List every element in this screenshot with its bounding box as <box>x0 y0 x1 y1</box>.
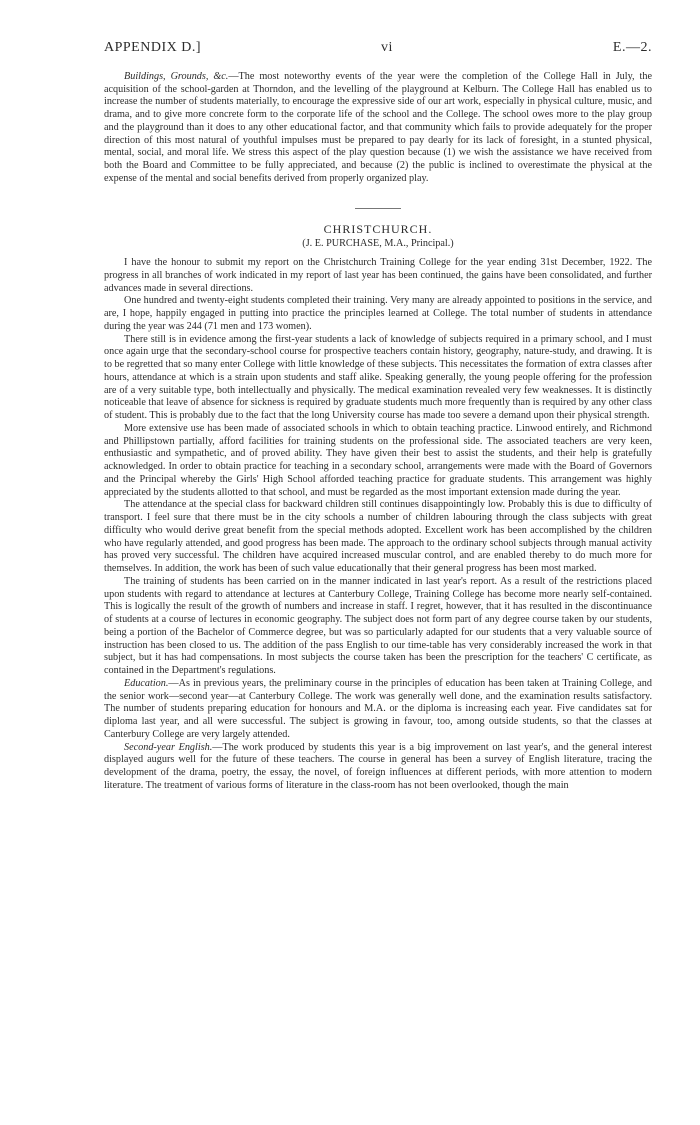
paragraph-second-year-english <box>104 742 652 793</box>
paragraph-training: The training of students has been carried on in the manner indicated in last year's report. As a result of the restrictions placed upon students with regard to attendance at lectures at Canterbury College, Training College has become more nearly self-contained. This is logically the result of the growth of numbers and increase in staff. I regret, however, that it has resulted in the discontinuance of students at a course of lectures in economic geography. The subject does not form part of any degree course taken by our students, being a portion of the Bachelor of Commerce degree, but was so particularly adapted for our students that a very valuable source of instruction has been closed to us. The addition of the pass English to our time-table has very considerably increased the work in that subject, but it has had compensations. In most subjects the course taken has been the prescription for the teachers' C certificate, as contained in the Department's regulations. <box>104 575 652 676</box>
education-heading: Education. <box>124 677 169 689</box>
paragraph-associated-schools: More extensive use has been made of associated schools in which to obtain teaching practice. Linwood entirely, and Richmond and Phillipstown partially, afford facilities for training students on the professional side. The associated teachers are very keen, enthusiastic and sympathetic, and of proved ability. They have given their best to assist the students, and their help is gratefully acknowledged. In order to obtain practice for teaching in a secondary school, arrangements were made with the Board of Governors and the Principal whereby the Girls' High School afforded teaching practice for graduate students. This arrangement was highly appreciated by the students allotted to that school, and must be regarded as the most important extension made during the year. <box>104 422 652 498</box>
paragraph-special-class: The attendance at the special class for backward children still continues disappointingly low. Probably this is due to difficulty of transport. I feel sure that there must be in the city schools a number of children labouring through the class subjects with great difficulty who would derive great benefit from the special methods adopted. Excellent work has been accomplished by the children who have regularly attended, and good progress has been made. The approach to the ordinary school subjects through manual activity has proved very successful. The children have acquired increased muscular control, and are enabled thereby to do much more for themselves. In addition, the work has been of such value educationally that their general progress has been most marked. <box>104 499 652 574</box>
paragraph-education <box>104 678 652 742</box>
english-text: —The work produced by students this year is a big improvement on last year's, and the general interest displayed augurs well for the future of these teachers. The course in general has been a survey of English literature, tracing the development of the drama, poetry, the essay, the novel, of foreign influences at different periods, with more attention to modern literature. The treatment of various forms of literature in the class-room has not been overlooked, though the main <box>104 741 652 791</box>
paragraph-first-year: There still is in evidence among the first-year students a lack of knowledge of subjects required in a primary school, and I must once again urge that the secondary-school course for prospective teachers contain history, geography, nature-study, and drawing. It is to be regretted that so many enter College with little knowledge of these subjects. This necessitates the formation of extra classes after hours, attendance at which is a strain upon students and staff alike. Speaking generally, the young people offering for the profession are of a very suitable type, both intellectually and physically. The medical examination revealed very few weaknesses. It is distinctly noticeable that leave of absence for sickness is required by graduate students much more frequently than is required by any other class of student. This is probably due to the fact that the long University course has made too severe a demand upon their physical strength. <box>104 333 652 421</box>
paragraph-intro: I have the honour to submit my report on the Christchurch Training College for the year ending 31st December, 1922. The progress in all branches of work indicated in my report of last year has been continued, the gains have been consolidated, and further advances made in several directions. <box>104 257 652 294</box>
section-byline: (J. E. PURCHASE, M.A., Principal.) <box>302 238 454 250</box>
buildings-text: —The most noteworthy events of the year were the completion of the College Hall in July, the acquisition of the school-garden at Thorndon, and the levelling of the playground at Kelburn. The College Hall has enabled us to increase the number of students materially, to encourage the expressive side of our art work, especially in physical culture, music, and drama, and to give more concrete form to the corporate life of the school and the College. The school owes more to the play group and the playground than it does to any other educational factor, and that community which fails to provide adequately for the proper direction of this most natural of youthful impulses must be prepared to pay dearly for its lack of foresight, in a stunted physical, mental, social, and moral life. We stress this aspect of the play question because (1) we wish the assistance we have received from both the Board and Committee to be fully appreciated, and because (2) the public is inclined to overestimate the physical at the expense of the mental and social benefits derived from properly organized play. <box>104 70 652 184</box>
section-divider <box>355 208 401 209</box>
buildings-heading: Buildings, Grounds, &c. <box>124 70 229 82</box>
english-heading: Second-year English. <box>124 741 213 753</box>
header-appendix: APPENDIX D.] <box>104 40 201 55</box>
page-header <box>104 42 652 55</box>
header-page-number: vi <box>381 40 393 55</box>
education-text: —As in previous years, the preliminary course in the principles of education has been taken at Training College, and the senior work—second year—at Canterbury College. The work was generally well done, and the examination results satisfactory. The number of students preparing education for honours and M.A. or the diploma is increasing each year. Five candidates sat for diploma last year, and all were successful. The subject is growing in favour, too, among outside students, so that the classes at Canterbury College are very largely attended. <box>104 677 652 740</box>
paragraph-buildings <box>104 71 652 186</box>
paragraph-students: One hundred and twenty-eight students completed their training. Very many are already appointed to positions in the service, and are, I hope, happily engaged in putting into practice the principles learned at College. The total number of students in attendance during the year was 244 (71 men and 173 women). <box>104 295 652 332</box>
header-reference: E.—2. <box>612 40 652 55</box>
section-title: CHRISTCHURCH. <box>323 221 433 236</box>
